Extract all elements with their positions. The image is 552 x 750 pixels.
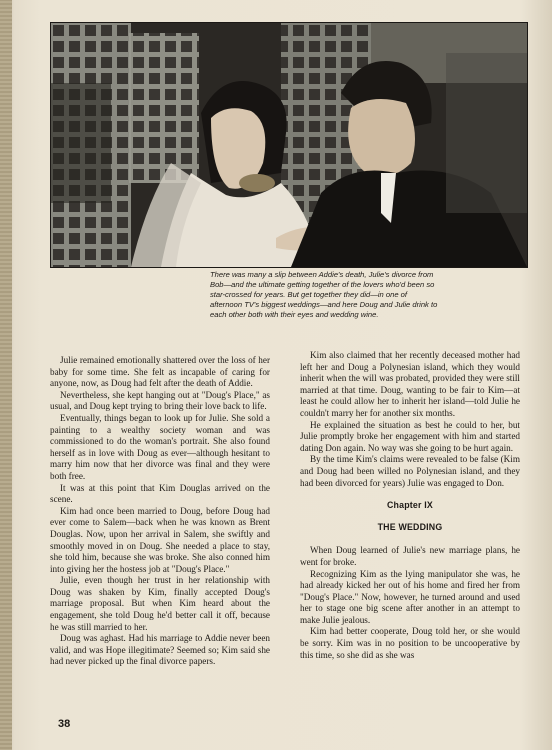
paragraph: Recognizing Kim as the lying manipulator she was, he had already kicked her out of his home and fired her from "Doug's Place." Now, however, he turned around and used her to stage one big scene after another in an attempt to make Julie jealous. — [300, 568, 520, 625]
left-column — [50, 355, 270, 668]
paragraph: He explained the situation as best he could to her, but Julie promptly broke her engagement with him and started dating Don again. No way was she going to be hurt again. — [300, 419, 520, 453]
page-number: 38 — [58, 718, 71, 730]
wedding-photo-image — [51, 23, 527, 267]
paragraph: Nevertheless, she kept hanging out at "Doug's Place," as usual, and Doug kept trying to bring their love back to life. — [50, 389, 270, 412]
paragraph: By the time Kim's claims were revealed to be false (Kim and Doug had been willed no Polynesian island, and they had been divorced for years) Julie was engaged to Don. — [300, 454, 520, 488]
chapter-heading: Chapter IX — [387, 500, 433, 511]
wedding-photo — [50, 22, 528, 268]
paragraph: Kim had once been married to Doug, before Doug had ever come to Salem—back when he was known as Brent Douglas. Now, upon her arrival in Salem, she swiftly and smoothly moved in on Doug. She needed a place to stay, she told him, because she was broke. She also conned him into giving her the hostess job at "Doug's Place." — [50, 505, 270, 574]
photo-caption: There was many a slip between Addie's death, Julie's divorce from Bob—and the ultimate getting together of the lovers who'd been so star-crossed for years. But get together they did—in one of afternoon TV's biggest weddings—and here Doug and Julie drink to each other both with their eyes and wedding wine. — [210, 270, 438, 319]
paragraph: Julie remained emotionally shattered over the loss of her baby for some time. She felt as incapable of caring for anyone, now, as Doug had felt after the death of Addie. — [50, 355, 270, 389]
paragraph: Doug was aghast. Had his marriage to Addie never been valid, and was Hope illegitimate? Seemed so; Kim said she had never picked up the final divorce papers. — [50, 633, 270, 667]
paragraph: It was at this point that Kim Douglas arrived on the scene. — [50, 482, 270, 505]
right-column — [300, 350, 520, 661]
chapter-title: THE WEDDING — [377, 521, 443, 532]
paragraph: Julie, even though her trust in her relationship with Doug was shaken by Kim, finally accepted Doug's marriage proposal. But when Kim heard about the engagement, she told Doug he'd better call it off, because he was still married to her. — [50, 575, 270, 632]
paragraph: Kim also claimed that her recently deceased mother had left her and Doug a Polynesian island, which they would inherit when the will was probated, provided they were still married at that time. Doug, wanting to be fair to Kim—at least he could allow her to inherit her island—told Julie he couldn't marry her for another six months. — [300, 350, 520, 418]
paragraph: Eventually, things began to look up for Julie. She sold a painting to a wealthy society woman and was commissioned to do the woman's portrait. She also found herself as in love with Doug as ever—although hesitant to marry him now that her divorce was final and they were both free. — [50, 412, 270, 481]
paragraph: When Doug learned of Julie's new marriage plans, he went for broke. — [300, 545, 520, 567]
page-binding-edge — [0, 0, 12, 750]
paragraph: Kim had better cooperate, Doug told her, or she would be sorry. Kim was in no position to be uncooperative by this time, so she did as she was — [300, 626, 520, 660]
